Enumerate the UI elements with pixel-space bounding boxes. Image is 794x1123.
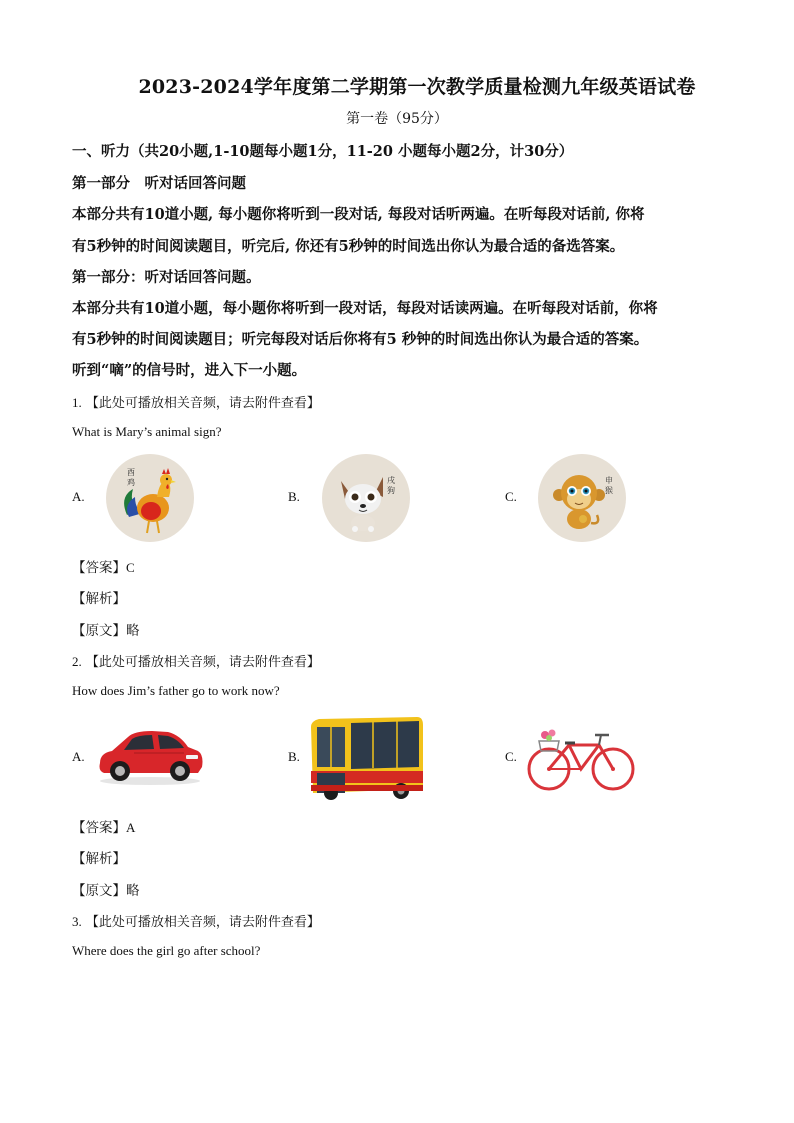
option-b-label[interactable]: B. (288, 749, 300, 764)
dog-icon[interactable] (321, 453, 411, 547)
bus-icon[interactable] (305, 713, 425, 807)
analysis-2 (72, 847, 126, 867)
answer-value: A (126, 820, 136, 835)
source-1 (72, 619, 140, 639)
answer-1 (72, 556, 135, 576)
exam-title: 2023-2024学年度第二学期第一次教学质量检测九年级英语试卷 (138, 76, 696, 98)
dog-seal-1: 戌 (387, 476, 395, 485)
answer-2 (72, 816, 135, 836)
audio-note[interactable]: 【此处可播放相关音频，请去附件查看】 (85, 396, 320, 411)
rooster-seal-1: 酉 (127, 468, 135, 477)
section-heading: 一、听力（共20小题,1-10题每小题1分，11-20 小题每小题2分，计30分） (72, 143, 574, 160)
exam-subtitle: 第一卷（95分） (346, 111, 448, 127)
audio-note[interactable]: 【此处可播放相关音频，请去附件查看】 (85, 915, 320, 930)
source-2 (72, 879, 140, 899)
car-icon[interactable] (94, 723, 206, 791)
part1-heading: 第一部分 听对话回答问题 (72, 175, 246, 192)
question-3-header (72, 911, 320, 930)
question-1-header (72, 392, 320, 411)
rooster-icon[interactable] (105, 453, 195, 547)
audio-note[interactable]: 【此处可播放相关音频，请去附件查看】 (85, 655, 320, 670)
option-c-label[interactable]: C. (505, 489, 517, 504)
option-c-label[interactable]: C. (505, 749, 517, 764)
part1b-heading: 第一部分：听对话回答问题。 (72, 269, 261, 286)
part1b-desc-line1: 本部分共有10道小题，每小题你将听到一段对话，每段对话读两遍。在听每段对话前，你将 (72, 300, 658, 317)
question-2-header (72, 651, 320, 670)
answer-tag: 【答案】 (72, 820, 126, 836)
part1b-desc-line3: 听到“嘀”的信号时，进入下一小题。 (72, 362, 307, 379)
question-2-text: How does Jim’s father go to work now? (72, 683, 280, 698)
answer-tag: 【答案】 (72, 560, 126, 576)
source-value: 略 (126, 623, 140, 639)
source-tag: 【原文】 (72, 883, 126, 899)
source-tag: 【原文】 (72, 623, 126, 639)
question-number: 2. (72, 654, 82, 669)
bicycle-icon[interactable] (525, 723, 637, 797)
analysis-tag: 【解析】 (72, 851, 126, 867)
analysis-1 (72, 587, 126, 607)
monkey-seal-1: 申 (605, 476, 613, 485)
analysis-tag: 【解析】 (72, 591, 126, 607)
monkey-seal-2: 猴 (605, 486, 613, 495)
question-3-text: Where does the girl go after school? (72, 943, 261, 958)
source-value: 略 (126, 883, 140, 899)
part1-desc-line2: 有5秒钟的时间阅读题目，听完后, 你还有5秒钟的时间选出你认为最合适的备选答案。 (72, 238, 625, 255)
option-b-label[interactable]: B. (288, 489, 300, 504)
option-a-label[interactable]: A. (72, 489, 85, 504)
question-number: 1. (72, 395, 82, 410)
part1b-desc-line2: 有5秒钟的时间阅读题目；听完每段对话后你将有5 秒钟的时间选出你认为最合适的答案。 (72, 331, 649, 348)
question-1-text: What is Mary’s animal sign? (72, 424, 222, 439)
question-number: 3. (72, 914, 82, 929)
dog-seal-2: 狗 (387, 486, 395, 495)
monkey-icon[interactable] (537, 453, 627, 547)
part1-desc-line1: 本部分共有10道小题, 每小题你将听到一段对话, 每段对话听两遍。在听每段对话前, 你将 (72, 206, 645, 223)
rooster-seal-2: 鸡 (127, 478, 135, 487)
option-a-label[interactable]: A. (72, 749, 85, 764)
answer-value: C (126, 560, 135, 575)
